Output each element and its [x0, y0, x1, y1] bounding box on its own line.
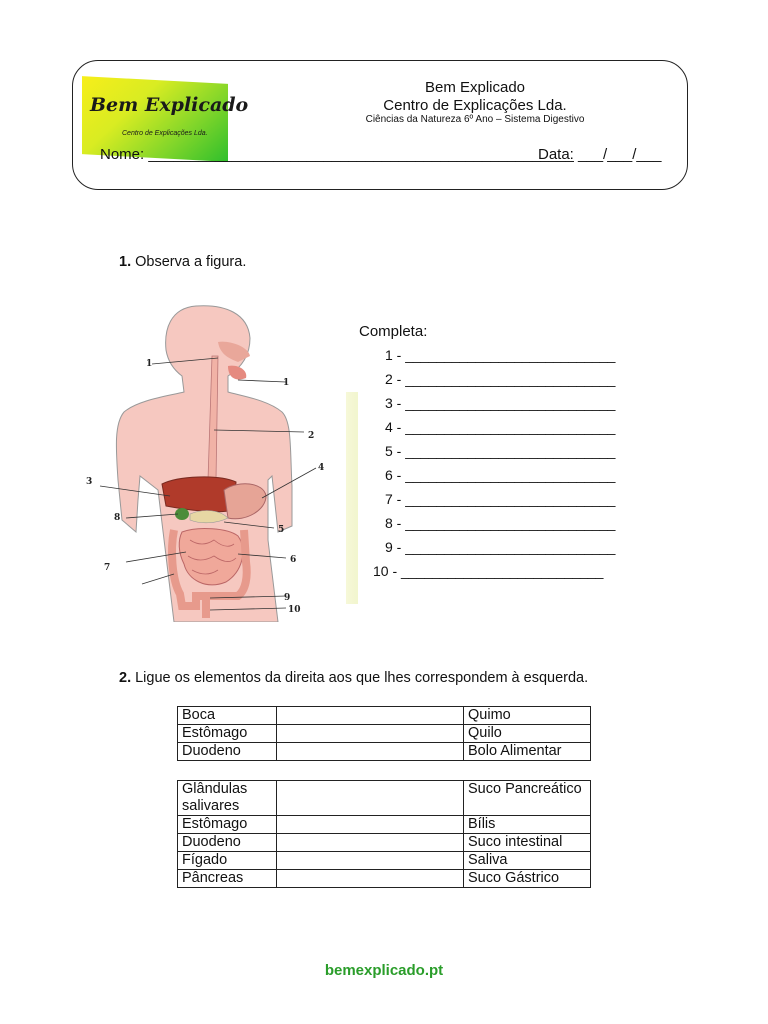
table-row — [178, 725, 591, 743]
match-table-2 — [177, 780, 591, 888]
complete-label: Completa: — [359, 323, 428, 340]
left-term: Duodeno — [178, 834, 277, 852]
question-2-number: 2. — [119, 670, 132, 686]
right-term: Suco Pancreático — [464, 781, 591, 816]
right-term: Quilo — [464, 725, 591, 743]
left-term: Pâncreas — [178, 870, 277, 888]
table-row — [178, 743, 591, 761]
left-term: Glândulas salivares — [178, 781, 277, 816]
table-row — [178, 852, 591, 870]
header-subtitle: Centro de Explicações Lda. — [383, 97, 567, 114]
blank-line-10[interactable]: 10 - __________________________ — [373, 563, 604, 579]
figure-label-9: 9 — [284, 593, 291, 603]
figure-label-1: 1 — [283, 378, 290, 388]
header-course: Ciências da Natureza 6º Ano – Sistema Digestivo — [365, 114, 585, 125]
figure-label-3: 3 — [86, 477, 93, 487]
left-term: Estômago — [178, 816, 277, 834]
figure-label-2: 2 — [308, 431, 315, 441]
blank-line-2[interactable]: 2 - ___________________________ — [385, 371, 616, 387]
logo-subtitle: Centro de Explicações Lda. — [122, 130, 208, 137]
faint-scan-artifact — [346, 392, 358, 604]
left-term: Duodeno — [178, 743, 277, 761]
left-term: Fígado — [178, 852, 277, 870]
blank-line-7[interactable]: 7 - ___________________________ — [385, 491, 616, 507]
right-term: Bolo Alimentar — [464, 743, 591, 761]
blank-line-9[interactable]: 9 - ___________________________ — [385, 539, 616, 555]
connection-cell[interactable] — [277, 725, 464, 743]
figure-label-extra-1: 1 — [146, 359, 153, 369]
blank-line-8[interactable]: 8 - ___________________________ — [385, 515, 616, 531]
figure-label-7: 7 — [104, 563, 111, 573]
table-row — [178, 707, 591, 725]
blank-line-4[interactable]: 4 - ___________________________ — [385, 419, 616, 435]
blank-line-5[interactable]: 5 - ___________________________ — [385, 443, 616, 459]
connection-cell[interactable] — [277, 743, 464, 761]
name-field[interactable]: Nome: ___________________________________________________ — [100, 146, 574, 163]
right-term: Saliva — [464, 852, 591, 870]
question-1 — [119, 254, 246, 270]
header-title: Bem Explicado — [424, 79, 526, 96]
connection-cell[interactable] — [277, 781, 464, 816]
figure-label-8: 8 — [114, 513, 121, 523]
connection-cell[interactable] — [277, 870, 464, 888]
question-2-text: Ligue os elementos da direita aos que lhes correspondem à esquerda. — [131, 670, 589, 686]
connection-cell[interactable] — [277, 852, 464, 870]
table-row — [178, 870, 591, 888]
blank-line-3[interactable]: 3 - ___________________________ — [385, 395, 616, 411]
right-term: Suco Gástrico — [464, 870, 591, 888]
match-table-1 — [177, 706, 591, 761]
blank-line-6[interactable]: 6 - ___________________________ — [385, 467, 616, 483]
right-term: Bílis — [464, 816, 591, 834]
question-1-text: Observa a figura. — [131, 254, 247, 270]
figure-label-6: 6 — [290, 555, 297, 565]
right-term: Suco intestinal — [464, 834, 591, 852]
right-term: Quimo — [464, 707, 591, 725]
footer-url[interactable]: bemexplicado.pt — [324, 962, 444, 979]
mouth — [228, 366, 246, 380]
blank-line-1[interactable]: 1 - ___________________________ — [385, 347, 616, 363]
logo-title: Bem Explicado — [90, 94, 249, 116]
figure-label-5: 5 — [278, 525, 285, 535]
left-term: Boca — [178, 707, 277, 725]
table-row — [178, 816, 591, 834]
rectum — [202, 596, 210, 618]
figure-label-10: 10 — [288, 605, 301, 615]
question-1-number: 1. — [119, 254, 132, 270]
connection-cell[interactable] — [277, 834, 464, 852]
digestive-system-figure — [78, 300, 340, 622]
date-field[interactable]: Data: ___/___/___ — [538, 146, 662, 163]
question-2 — [119, 670, 588, 686]
figure-label-4: 4 — [318, 463, 325, 473]
connection-cell[interactable] — [277, 707, 464, 725]
left-term: Estômago — [178, 725, 277, 743]
connection-cell[interactable] — [277, 816, 464, 834]
table-row — [178, 834, 591, 852]
table-row — [178, 781, 591, 816]
